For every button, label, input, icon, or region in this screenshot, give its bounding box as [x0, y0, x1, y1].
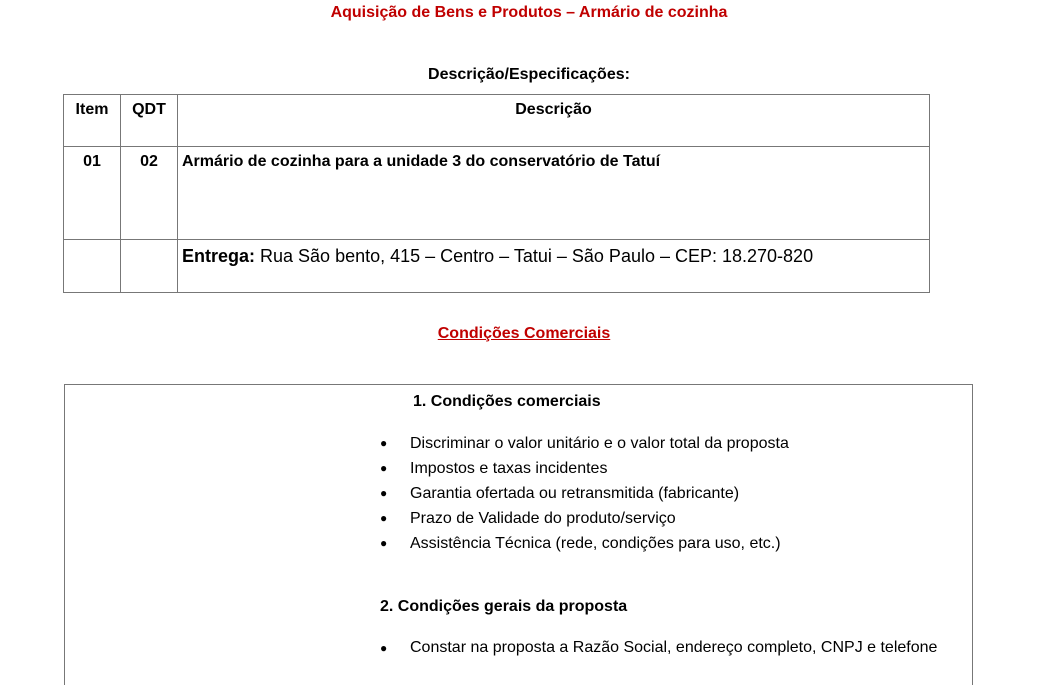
bullet-icon: ●: [380, 641, 388, 655]
cell-descricao: Armário de cozinha para a unidade 3 do conservatório de Tatuí: [178, 147, 930, 240]
entrega-address: Rua São bento, 415 – Centro – Tatui – São Paulo – CEP: 18.270-820: [255, 246, 814, 266]
list-item-text: Impostos e taxas incidentes: [410, 460, 608, 477]
list-item: [380, 431, 950, 456]
list-item: [380, 456, 950, 481]
column-header-qdt: QDT: [121, 95, 178, 147]
list-item-text: Discriminar o valor unitário e o valor total da proposta: [410, 435, 789, 452]
part2-list: [380, 636, 950, 660]
bullet-icon: ●: [380, 461, 388, 475]
cell-qdt: 02: [121, 147, 178, 240]
table-header-row: [64, 95, 930, 147]
table-row: [64, 147, 930, 240]
cell-empty: [64, 240, 121, 293]
commercial-conditions-heading: Condições Comerciais: [437, 325, 611, 342]
list-item-text: Assistência Técnica (rede, condições para uso, etc.): [410, 535, 781, 552]
list-item-text: Prazo de Validade do produto/serviço: [410, 510, 676, 527]
entrega-label: Entrega:: [182, 246, 256, 266]
document-title: Aquisição de Bens e Produtos – Armário de cozinha: [330, 4, 728, 21]
bullet-icon: ●: [380, 511, 388, 525]
list-item: [380, 531, 950, 556]
part1-title: 1. Condições comerciais: [413, 393, 601, 410]
cell-empty: [121, 240, 178, 293]
cell-item: 01: [64, 147, 121, 240]
items-table: [63, 94, 930, 293]
specifications-heading: Descrição/Especificações:: [428, 66, 630, 83]
list-item-text: Constar na proposta a Razão Social, endereço completo, CNPJ e telefone: [410, 639, 938, 656]
column-header-item: Item: [64, 95, 121, 147]
part2-title: 2. Condições gerais da proposta: [380, 598, 628, 615]
list-item-text: Garantia ofertada ou retransmitida (fabricante): [410, 485, 740, 502]
bullet-icon: ●: [380, 436, 388, 450]
conditions-box: [64, 384, 973, 685]
cell-entrega: [178, 240, 930, 293]
list-item: [380, 506, 950, 531]
list-item: [380, 481, 950, 506]
part1-list: [380, 431, 950, 556]
bullet-icon: ●: [380, 536, 388, 550]
table-row-entrega: [64, 240, 930, 293]
list-item: [380, 636, 950, 660]
column-header-descricao: Descrição: [178, 95, 930, 147]
bullet-icon: ●: [380, 486, 388, 500]
